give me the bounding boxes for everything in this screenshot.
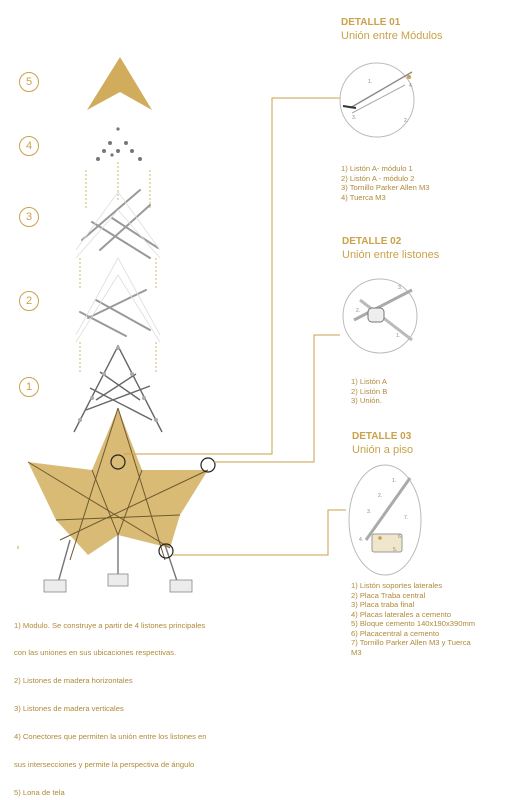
detail-03-title: DETALLE 03 [352, 431, 412, 442]
list-item: 1) Listón A- módulo 1 [341, 164, 413, 173]
detail-02-callout: 3. [398, 285, 403, 291]
detail-03-callout: 6. [398, 534, 403, 540]
detail-01-subtitle: Unión entre Módulos [341, 30, 443, 42]
list-item: M3 [351, 647, 362, 657]
detail-02-marker [201, 458, 215, 472]
list-item: sus intersecciones y permite la perspectiva de ángulo [14, 760, 195, 770]
detail-01-callout: 2. [404, 118, 409, 124]
detail-03-callout: 5. [393, 547, 398, 553]
list-item: 5) Bloque cemento 140x190x390mm [351, 619, 476, 628]
detail-03-sketch [349, 465, 421, 575]
list-item: 4) Placas laterales a cemento [351, 609, 452, 619]
detail-03-callout: 4. [359, 537, 364, 543]
list-item: 5) Lona de tela [14, 787, 65, 797]
detail-01-callout: 3. [352, 115, 357, 121]
detail-02-title: DETALLE 02 [342, 236, 402, 247]
detail-03-callout: 1. [392, 478, 397, 484]
legend-list [14, 602, 207, 807]
list-item: 4) Tuerca M3 [341, 192, 386, 202]
list-item: 3) Listones de madera verticales [14, 704, 124, 714]
detail-01-title: DETALLE 01 [341, 17, 401, 28]
list-item: 2) Listón A - módulo 2 [341, 173, 415, 183]
detail-03-callout: 2. [378, 493, 383, 499]
list-item: 2) Placa Traba central [351, 590, 426, 600]
detail-02-callout: 1. [396, 333, 401, 339]
list-item: 3) Tornillo Parker Allen M3 [341, 183, 430, 192]
list-item: 1) Listón soportes laterales [351, 581, 443, 590]
list-item: con las uniones en sus ubicaciones respectivas. [14, 648, 177, 658]
list-item: 6) Placacentral a cemento [351, 628, 440, 638]
assembled-structure [28, 408, 208, 592]
list-item: 1) Modulo. Se construye a partir de 4 listones principales [14, 620, 206, 630]
list-item: 3) Placa traba final [351, 600, 415, 609]
detail-02-sketch [343, 279, 417, 353]
list-item: 2) Listón B [351, 386, 388, 396]
fabric-canopy-layer [87, 57, 152, 110]
detail-02-list [351, 377, 387, 406]
list-item: 7) Tornillo Parker Allen M3 y Tuerca [351, 638, 471, 647]
detail-01-list [341, 164, 430, 202]
detail-01-sketch [340, 63, 414, 137]
step-5-marker: 5 [19, 72, 39, 92]
detail-02-subtitle: Unión entre listones [342, 249, 440, 261]
step-1-marker: 1 [19, 377, 39, 397]
list-item: 2) Listones de madera horizontales [14, 676, 133, 686]
connectors-layer [96, 127, 142, 161]
list-item: 3) Unión. [351, 396, 382, 405]
detail-03-subtitle: Unión a piso [352, 444, 414, 456]
vertical-slats-layer [82, 190, 158, 258]
detail-03-callout: 7. [404, 515, 409, 521]
step-2-marker: 2 [19, 291, 39, 311]
step-4-marker: 4 [19, 136, 39, 156]
detail-02-callout: 2. [356, 308, 361, 314]
detail-01-callout: 4. [409, 83, 414, 89]
detail-01-callout: 1. [368, 79, 373, 85]
detail-03-callout: 3. [367, 509, 372, 515]
detail-03-list [351, 581, 475, 657]
list-item: 4) Conectores que permiten la unión entre los listones en [14, 732, 207, 742]
list-item: 1) Listón A [351, 377, 387, 386]
step-3-marker: 3 [19, 207, 39, 227]
fabric-canopy [28, 408, 208, 555]
